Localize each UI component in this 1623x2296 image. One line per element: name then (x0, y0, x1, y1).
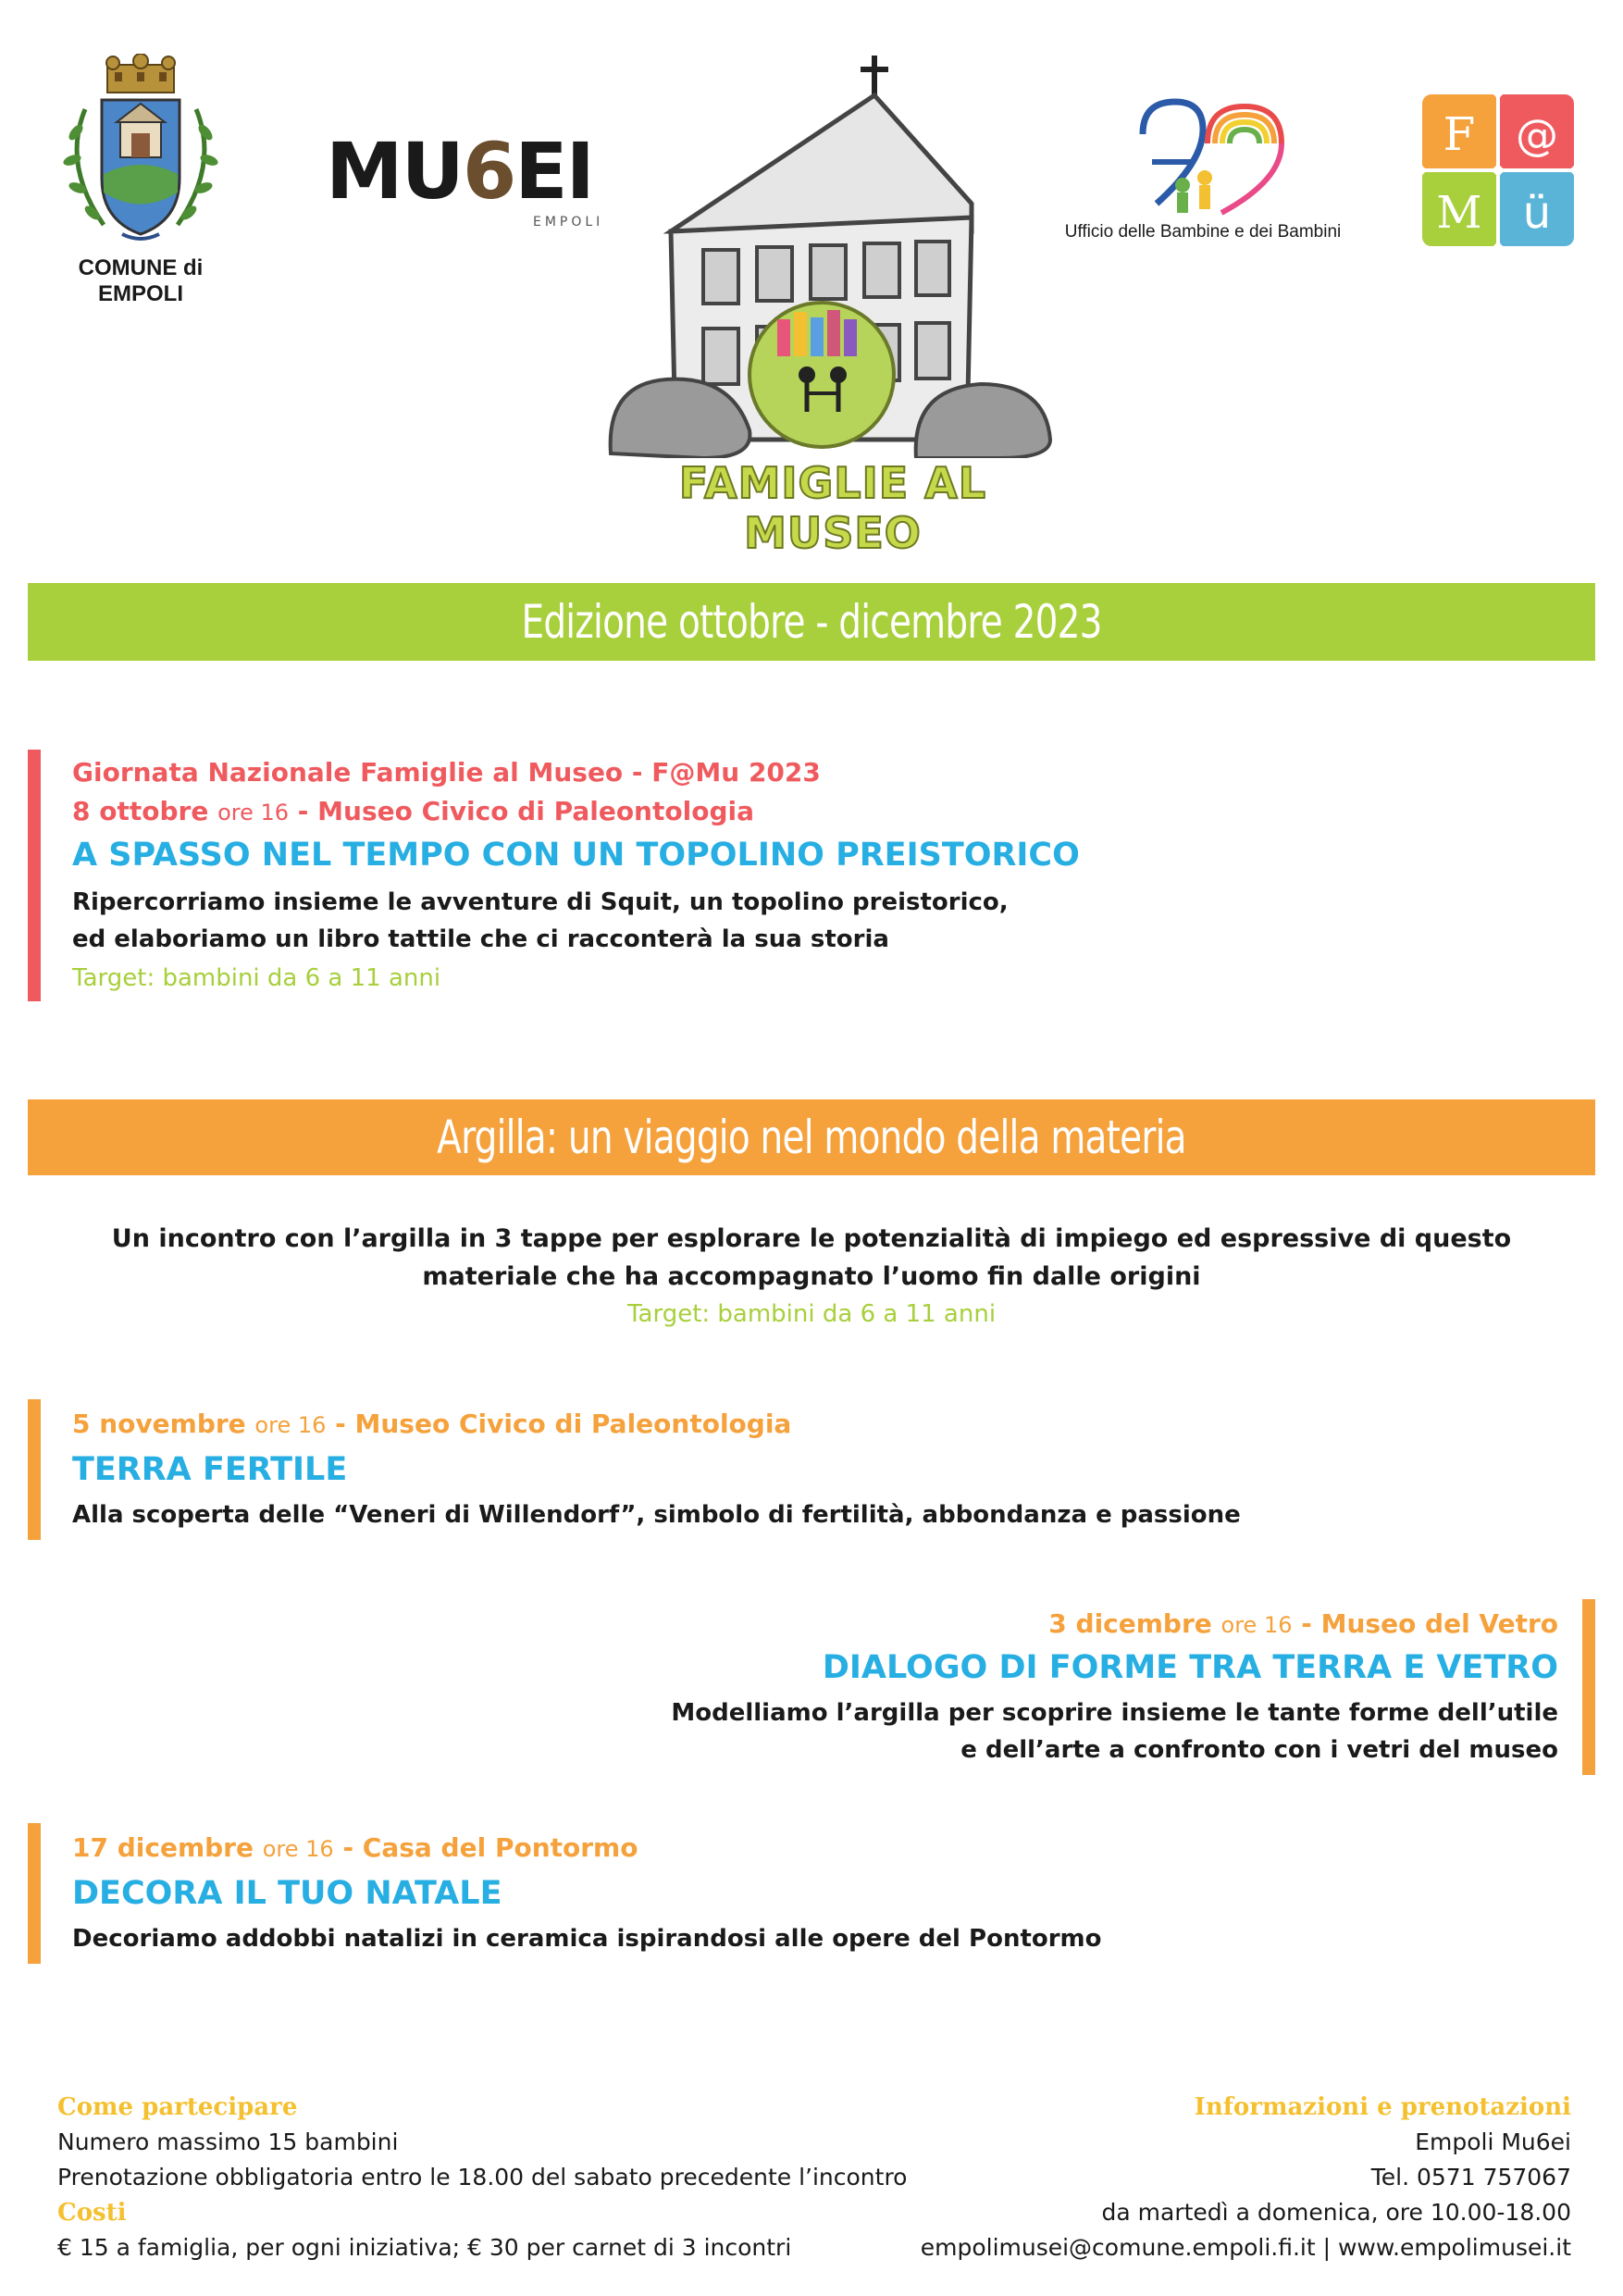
event-accent-bar (28, 1399, 41, 1540)
famu-letter-f: F (1443, 107, 1476, 161)
event-date-line (1048, 1608, 1558, 1639)
argilla-banner-text: Argilla: un viaggio nel mondo della materia (437, 1111, 1186, 1164)
footer-org: Empoli Mu6ei (1415, 2128, 1571, 2155)
coat-of-arms-icon (48, 54, 233, 253)
event-place: - Museo Civico di Paleontologia (297, 796, 754, 826)
footer-phone: Tel. 0571 757067 (1370, 2164, 1571, 2191)
argilla-intro-line-1: Un incontro con l’argilla in 3 tappe per esplorare le potenzialità di impiego ed espressive di questo (111, 1224, 1512, 1253)
footer-booking-rule: Prenotazione obbligatoria entro le 18.00 del sabato precedente l’incontro (57, 2164, 908, 2191)
argilla-intro (0, 1220, 1623, 1333)
event-date: 3 dicembre (1048, 1608, 1212, 1639)
event-date: 5 novembre (72, 1409, 246, 1439)
event-accent-bar (1582, 1599, 1595, 1775)
footer-costs: € 15 a famiglia, per ogni iniziativa; € 30 per carnet di 3 incontri (57, 2234, 792, 2261)
event-description-1: Alla scoperta delle “Veneri di Willendorf”, simbolo di fertilità, abbondanza e passione (72, 1501, 1241, 1529)
event-decora-natale (28, 1823, 1323, 1964)
event-description-1: Decoriamo addobbi natalizi in ceramica ispirandosi alle opere del Pontormo (72, 1925, 1102, 1953)
heart-rainbow-icon (1036, 93, 1369, 217)
edition-banner (28, 583, 1595, 661)
event-description-2: ed elaboriamo un libro tattile che ci racconterà la sua storia (72, 925, 889, 953)
event-terra-fertile (28, 1399, 1323, 1540)
footer-heading-info: Informazioni e prenotazioni (1194, 2093, 1571, 2121)
event-date-line (72, 796, 754, 826)
event-target: Target: bambini da 6 a 11 anni (72, 964, 441, 992)
event-description-1: Modelliamo l’argilla per scoprire insieme le tante forme dell’utile (671, 1699, 1558, 1727)
event-description-2: e dell’arte a confronto con i vetri del museo (960, 1736, 1558, 1764)
mu6ei-part-six: 6 (462, 126, 515, 217)
event-time: ore 16 (254, 1412, 327, 1438)
event-title: A SPASSO NEL TEMPO CON UN TOPOLINO PREISTORICO (72, 837, 1080, 874)
event-date: 17 dicembre (72, 1832, 254, 1863)
famiglie-title: FAMIGLIE AL MUSEO (678, 458, 987, 558)
famu-letter-at: @ (1516, 110, 1558, 160)
famu-logo (1420, 93, 1576, 248)
ufficio-caption: Ufficio delle Bambine e dei Bambini (1064, 222, 1342, 242)
mu6ei-part-a: MU (326, 126, 463, 217)
argilla-intro-line-2: materiale che ha accompagnato l’uomo fin dalle origini (422, 1262, 1201, 1291)
famu-grid-icon (1420, 93, 1576, 248)
comune-empoli-logo (48, 54, 233, 306)
famiglie-al-museo-logo (592, 51, 1073, 558)
event-description-1: Ripercorriamo insieme le avventure di Squit, un topolino preistorico, (72, 888, 1009, 916)
event-dialogo-forme (555, 1599, 1595, 1775)
ufficio-bambini-logo (1036, 93, 1369, 259)
mu6ei-part-b: EI (514, 126, 593, 217)
event-time: ore 16 (1220, 1612, 1293, 1638)
event-title: TERRA FERTILE (72, 1451, 348, 1488)
comune-caption: COMUNE di EMPOLI (78, 255, 204, 306)
argilla-banner (28, 1099, 1595, 1175)
famu-letter-u: ü (1522, 187, 1552, 239)
event-kicker: Giornata Nazionale Famiglie al Museo - F@Mu 2023 (72, 757, 821, 788)
event-date-line (72, 1409, 791, 1439)
footer-contacts: empolimusei@comune.empoli.fi.it | www.empolimusei.it (920, 2234, 1571, 2261)
event-time: ore 16 (217, 800, 290, 825)
mu6ei-wordmark (326, 126, 593, 217)
event-accent-bar (28, 750, 41, 1001)
museum-building-icon (592, 51, 1073, 458)
event-place: - Museo Civico di Paleontologia (335, 1409, 792, 1439)
event-famu (28, 750, 1138, 1001)
edition-banner-text: Edizione ottobre - dicembre 2023 (521, 595, 1102, 649)
event-title: DECORA IL TUO NATALE (72, 1875, 502, 1912)
footer-max-children: Numero massimo 15 bambini (57, 2128, 399, 2155)
event-accent-bar (28, 1823, 41, 1964)
footer-info (738, 2090, 1571, 2265)
event-date-line (72, 1832, 638, 1863)
mu6ei-subtitle: EMPOLI (533, 215, 604, 230)
event-title: DIALOGO DI FORME TRA TERRA E VETRO (822, 1649, 1558, 1686)
footer-hours: da martedì a domenica, ore 10.00-18.00 (1101, 2199, 1571, 2226)
footer-heading-costs: Costi (57, 2199, 127, 2227)
argilla-intro-target: Target: bambini da 6 a 11 anni (626, 1300, 997, 1328)
mu6ei-logo (326, 126, 613, 231)
footer-heading-participation: Come partecipare (57, 2093, 298, 2121)
event-date: 8 ottobre (72, 796, 209, 826)
event-place: - Museo del Vetro (1301, 1608, 1558, 1639)
event-place: - Casa del Pontormo (342, 1832, 638, 1863)
famu-letter-m: M (1436, 187, 1482, 239)
event-time: ore 16 (262, 1836, 334, 1862)
